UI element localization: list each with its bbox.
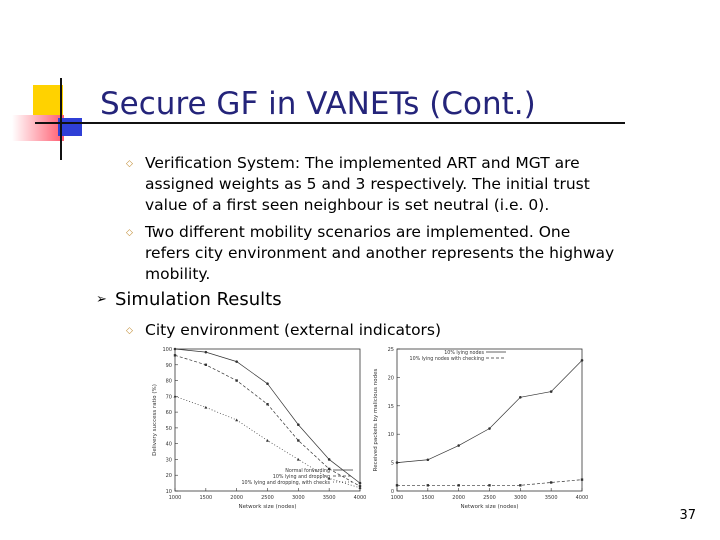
- data-point: [359, 482, 362, 485]
- data-point: [427, 484, 429, 486]
- diamond-bullet-icon: ◇: [126, 159, 133, 169]
- x-tick-label: 1000: [168, 495, 182, 501]
- x-tick-label: 2000: [230, 495, 244, 501]
- y-tick-label: 0: [390, 489, 394, 495]
- y-tick-label: 10: [165, 489, 172, 495]
- series-line: [175, 349, 360, 483]
- series-line: [397, 360, 582, 462]
- series-line: [175, 355, 360, 486]
- x-tick-label: 3500: [322, 495, 336, 501]
- y-tick-label: 20: [387, 375, 394, 382]
- diamond-bullet-icon: ◇: [126, 326, 133, 336]
- plot-frame: [397, 349, 582, 491]
- y-axis-label: Delivery success ratio (%): [152, 384, 158, 456]
- decor-red-gradient: [12, 115, 64, 141]
- y-tick-label: 20: [165, 473, 172, 480]
- x-tick-label: 3500: [544, 495, 558, 501]
- data-point: [488, 427, 491, 430]
- plot-frame: [175, 349, 360, 491]
- y-axis-label: Received packets by malicious nodes: [373, 368, 379, 472]
- x-tick-label: 2000: [452, 495, 466, 501]
- y-tick-label: 70: [165, 394, 172, 401]
- data-point: [519, 396, 522, 399]
- y-tick-label: 15: [387, 403, 394, 410]
- data-point: [266, 382, 269, 385]
- bullet-text: Simulation Results: [115, 289, 282, 310]
- bullet-text: Two different mobility scenarios are implemented. One refers city environment and another represents the highway mobility.: [145, 223, 615, 283]
- data-point: [519, 484, 521, 486]
- y-tick-label: 90: [165, 362, 172, 369]
- data-point: [581, 359, 584, 362]
- data-point: [297, 423, 300, 426]
- delivery-ratio-chart: [148, 344, 370, 518]
- diamond-bullet-icon: ◇: [126, 228, 133, 238]
- series-line: [175, 396, 360, 488]
- data-point: [235, 379, 237, 381]
- x-axis-label: Network size (nodes): [460, 504, 519, 510]
- x-tick-label: 3000: [513, 495, 527, 501]
- legend-label: 10% lying and dropping: [272, 474, 330, 480]
- data-point: [235, 360, 238, 363]
- y-tick-label: 30: [165, 457, 172, 464]
- data-point: [328, 458, 331, 461]
- x-tick-label: 3000: [291, 495, 305, 501]
- y-tick-label: 100: [162, 347, 172, 353]
- slide-title: Secure GF in VANETs (Cont.): [100, 86, 536, 122]
- data-point: [205, 351, 208, 354]
- malicious-packets-chart: [368, 344, 590, 518]
- data-point: [205, 364, 207, 366]
- data-point: [297, 439, 299, 441]
- y-tick-label: 50: [165, 425, 172, 432]
- x-tick-label: 4000: [353, 495, 367, 501]
- x-tick-label: 4000: [575, 495, 589, 501]
- x-tick-label: 2500: [483, 495, 496, 501]
- x-axis-label: Network size (nodes): [238, 504, 297, 510]
- arrow-bullet-icon: ➢: [96, 292, 107, 307]
- y-tick-label: 40: [165, 441, 172, 448]
- x-tick-label: 2500: [261, 495, 274, 501]
- title-underline: [35, 122, 625, 124]
- decor-vertical-line: [60, 78, 62, 160]
- y-tick-label: 10: [387, 432, 394, 439]
- legend-label: 10% lying and dropping, with checks: [241, 480, 330, 486]
- data-point: [488, 484, 490, 486]
- y-tick-label: 5: [390, 460, 394, 467]
- y-tick-label: 60: [165, 410, 172, 417]
- data-point: [235, 419, 238, 422]
- data-point: [266, 439, 269, 442]
- data-point: [396, 484, 398, 486]
- data-point: [550, 481, 552, 483]
- data-point: [297, 458, 300, 461]
- y-tick-label: 80: [165, 378, 172, 385]
- x-tick-label: 1000: [390, 495, 404, 501]
- legend-label: 10% lying nodes with checking: [409, 356, 484, 362]
- data-point: [266, 403, 268, 405]
- legend-label: 10% lying nodes: [444, 350, 484, 356]
- bullet-text: Verification System: The implemented ART and MGT are assigned weights as 5 and 3 respectively. The initial trust value of a first seen neighbour is set neutral (i.e. 0).: [145, 154, 590, 214]
- data-point: [457, 444, 460, 447]
- data-point: [457, 484, 459, 486]
- data-point: [581, 478, 583, 480]
- x-tick-label: 1500: [421, 495, 435, 501]
- data-point: [396, 461, 399, 464]
- data-point: [174, 348, 177, 351]
- bullet-text: City environment (external indicators): [145, 321, 442, 339]
- data-point: [427, 458, 430, 461]
- data-point: [204, 406, 207, 409]
- data-point: [550, 390, 553, 393]
- data-point: [174, 354, 176, 356]
- legend-label: Normal forwarding: [285, 468, 330, 474]
- x-tick-label: 1500: [199, 495, 213, 501]
- page-number: 37: [679, 508, 696, 523]
- y-tick-label: 25: [387, 347, 394, 353]
